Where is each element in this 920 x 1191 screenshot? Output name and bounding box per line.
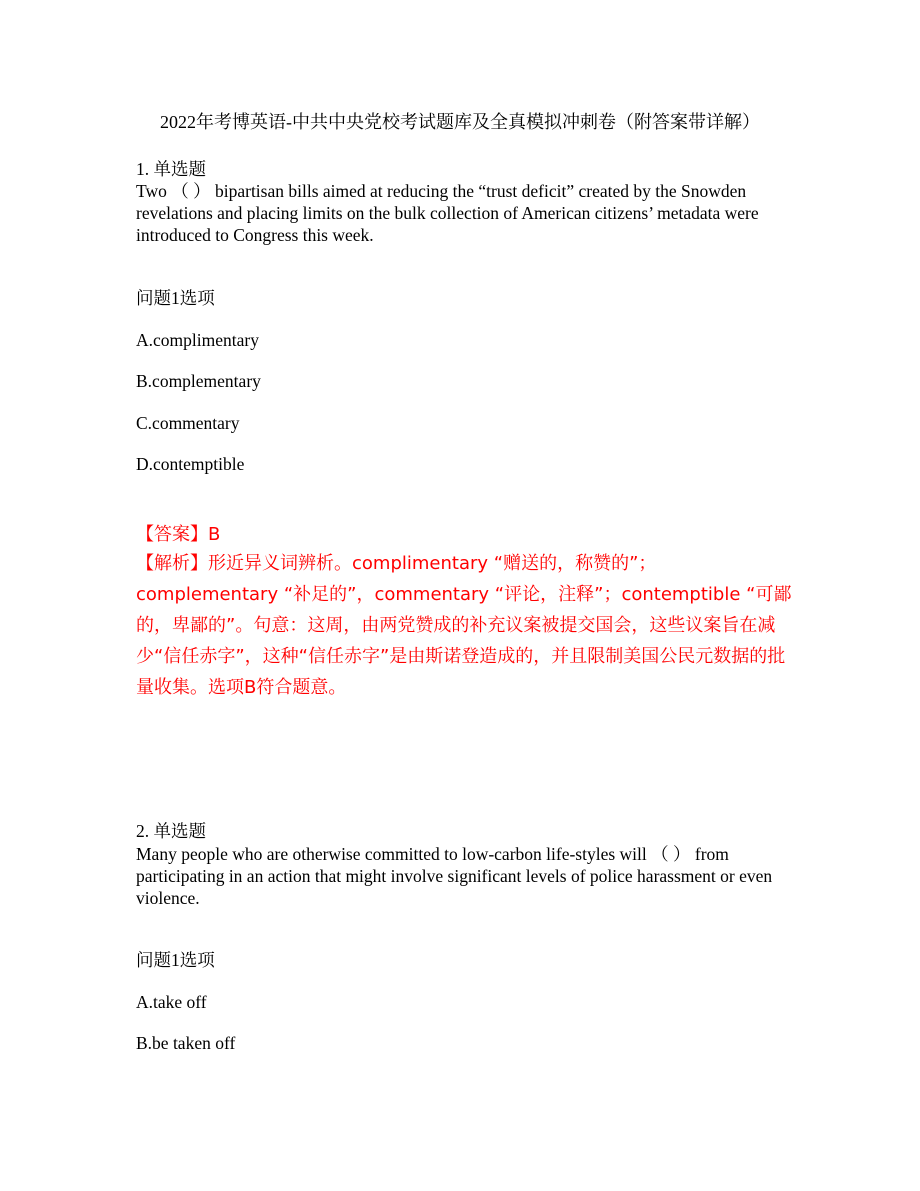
question-1-option-a: A.complimentary — [136, 330, 259, 350]
question-2-header: 2. 单选题 — [136, 821, 206, 841]
question-2-option-b: B.be taken off — [136, 1033, 236, 1053]
question-1-header: 1. 单选题 — [136, 159, 206, 179]
document-title: 2022年考博英语-中共中央党校考试题库及全真模拟冲刺卷（附答案带详解） — [160, 112, 760, 132]
question-1-stem: Two （ ） bipartisan bills aimed at reducing the “trust deficit” created by the Snowden revelations and placing limits on the bulk collection of American citizens’ metadata were introduced to Congress this week. — [136, 181, 759, 245]
question-1-option-c: C.commentary — [136, 413, 240, 433]
question-1-options-label: 问题1选项 — [136, 288, 215, 308]
question-1-option-d: D.contemptible — [136, 454, 245, 474]
question-2-option-a: A.take off — [136, 992, 207, 1012]
question-1-answer: 【答案】B — [136, 524, 221, 545]
question-2-options-label: 问题1选项 — [136, 950, 215, 970]
question-1-option-b: B.complementary — [136, 371, 261, 391]
question-1-explanation: 【解析】形近异义词辨析。complimentary “赠送的，称赞的”；complementary “补足的”，commentary “评论，注释”；contemptible “可鄙的，卑鄙的”。句意：这周，由两党赞成的补充议案被提交国会，这些议案旨在减少“信任赤字”，这种“信任赤字”是由斯诺登造成的，并且限制美国公民元数据的批量收集。选项B符合题意。 — [136, 553, 792, 698]
question-2-stem: Many people who are otherwise committed to low-carbon life-styles will （ ） from participating in an action that might involve significant levels of police harassment or even violence. — [136, 844, 773, 908]
